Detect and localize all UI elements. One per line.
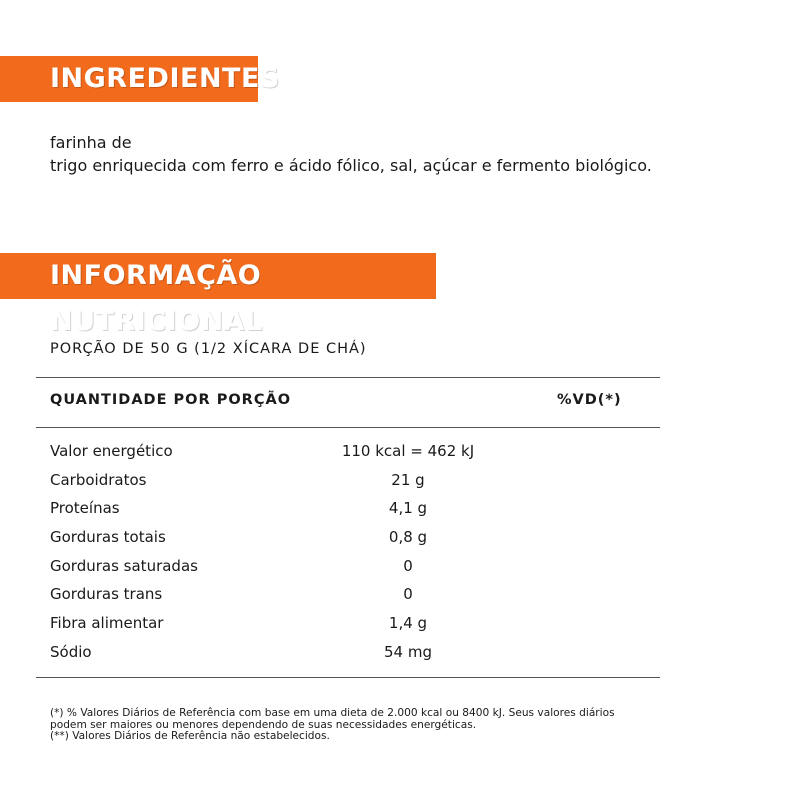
column-header-quantity: QUANTIDADE POR PORÇÃO	[50, 392, 292, 408]
nutrient-name: Gorduras trans	[50, 585, 163, 604]
nutrient-amount: 4,1 g	[388, 499, 428, 518]
ingredients-text	[50, 131, 652, 177]
serving-size: PORÇÃO DE 50 G (1/2 XÍCARA DE CHÁ)	[50, 341, 367, 357]
table-row	[0, 581, 800, 610]
ingredients-heading: INGREDIENTES	[0, 56, 258, 102]
nutrient-amount: 0,8 g	[388, 528, 428, 547]
nutrition-heading: INFORMAÇÃO NUTRICIONAL	[0, 253, 436, 299]
table-row	[0, 553, 800, 582]
footnote-line: podem ser maiores ou menores dependendo de suas necessidades energéticas.	[50, 718, 477, 731]
ingredients-line: farinha de	[50, 133, 132, 152]
footnote-line: (*) % Valores Diários de Referência com base em uma dieta de 2.000 kcal ou 8400 kJ. Seus valores diários	[50, 707, 615, 719]
ingredients-line: trigo enriquecida com ferro e ácido fólico, sal, açúcar e fermento biológico.	[50, 156, 652, 175]
nutrient-amount: 110 kcal = 462 kJ	[341, 442, 475, 460]
table-row	[0, 524, 800, 553]
nutrient-name: Proteínas	[50, 499, 120, 518]
nutrient-name: Fibra alimentar	[50, 614, 164, 633]
table-row	[0, 639, 800, 668]
table-row	[0, 495, 800, 524]
table-row	[0, 610, 800, 639]
nutrient-amount: 21 g	[391, 470, 425, 489]
table-bottom-divider	[36, 677, 660, 678]
nutrient-amount: 1,4 g	[388, 614, 428, 633]
nutrient-name: Valor energético	[50, 442, 173, 460]
table-top-divider	[36, 377, 660, 378]
nutrient-name: Gorduras saturadas	[50, 556, 198, 575]
footnote-line: (**) Valores Diários de Referência não estabelecidos.	[50, 730, 330, 742]
nutrient-amount: 0	[403, 556, 413, 575]
nutrient-name: Sódio	[50, 642, 92, 661]
nutrient-name: Gorduras totais	[50, 528, 166, 547]
nutrient-name: Carboidratos	[50, 470, 147, 489]
column-header-daily-value: %VD(*)	[557, 392, 622, 408]
table-row	[0, 467, 800, 496]
table-row	[0, 438, 800, 467]
footnotes	[50, 708, 670, 743]
nutrient-amount: 0	[403, 585, 413, 604]
table-header-divider	[36, 427, 660, 428]
nutrient-amount: 54 mg	[384, 642, 432, 661]
nutrition-table	[0, 438, 800, 668]
